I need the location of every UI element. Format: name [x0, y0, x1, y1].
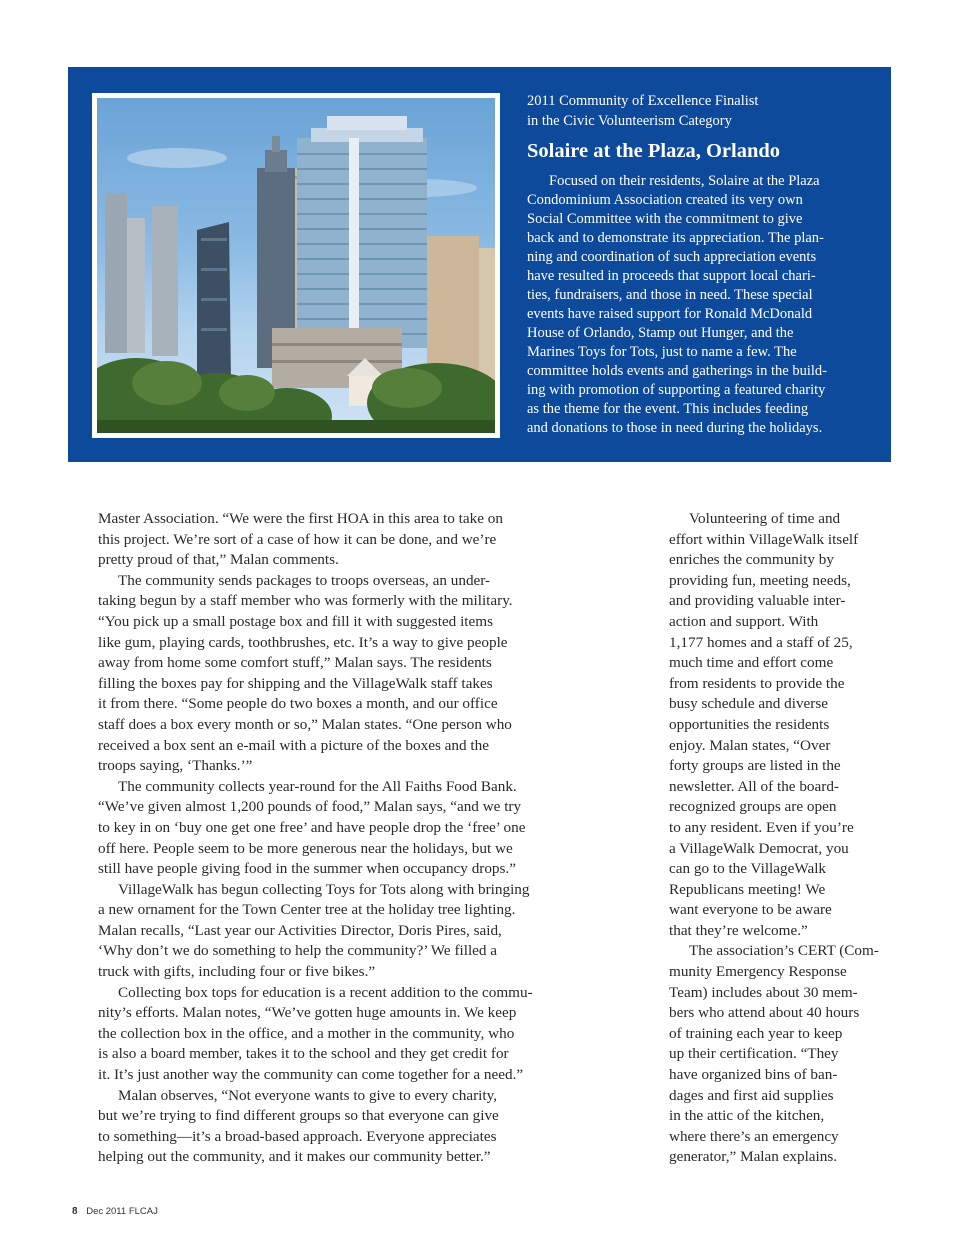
feature-title: Solaire at the Plaza, Orlando: [527, 140, 781, 162]
text-line: truck with gifts, including four or five bikes.”: [98, 963, 376, 981]
kicker-line: in the Civic Volunteerism Category: [527, 113, 732, 129]
photo-frame: [92, 93, 500, 438]
text-line: like gum, playing cards, toothbrushes, etc. It’s a way to give people: [98, 633, 508, 651]
text-line: events have raised support for Ronald McDonald: [527, 306, 813, 322]
text-line: The association’s CERT (Com-: [689, 942, 879, 960]
text-line: nity’s efforts. Malan notes, “We’ve gotten huge amounts in. We keep: [98, 1004, 517, 1022]
text-line: still have people giving food in the summer when occupancy drops.”: [98, 860, 516, 878]
issue-date: Dec 2011: [86, 1206, 127, 1217]
text-line: have organized bins of ban-: [669, 1066, 838, 1084]
text-line: it from there. “Some people do two boxes a month, and our office: [98, 695, 498, 713]
text-line: forty groups are listed in the: [669, 757, 841, 775]
text-line: ‘Why don’t we do something to help the community?’ We filled a: [98, 942, 498, 960]
text-line: committee holds events and gatherings in the build-: [527, 363, 828, 379]
text-line: The community collects year-round for the All Faiths Food Bank.: [118, 777, 517, 795]
text-line: Team) includes about 30 mem-: [669, 983, 858, 1001]
text-line: effort within VillageWalk itself: [669, 530, 859, 548]
text-line: Marines Toys for Tots, just to name a few. The: [527, 344, 797, 360]
text-line: opportunities the residents: [669, 715, 830, 733]
page-number: 8: [72, 1206, 78, 1217]
kicker-line: 2011 Community of Excellence Finalist: [527, 93, 759, 109]
text-line: a new ornament for the Town Center tree at the holiday tree lighting.: [98, 901, 516, 919]
text-line: much time and effort come: [669, 654, 834, 672]
text-line: away from home some comfort stuff,” Malan says. The residents: [98, 654, 492, 672]
text-line: off here. People seem to be more generous near the holidays, but we: [98, 839, 513, 857]
feature-box: [68, 67, 891, 462]
text-line: recognized groups are open: [669, 798, 837, 816]
text-line: from residents to provide the: [669, 674, 845, 692]
text-line: Social Committee with the commitment to give: [527, 211, 803, 227]
text-line: bers who attend about 40 hours: [669, 1004, 860, 1022]
text-line: can go to the VillageWalk: [669, 860, 827, 878]
text-line: “We’ve given almost 1,200 pounds of food,” Malan says, “and we try: [98, 798, 522, 816]
text-line: this project. We’re sort of a case of how it can be done, and we’re: [98, 530, 497, 548]
text-line: have resulted in proceeds that support local chari-: [527, 268, 816, 284]
text-line: taking begun by a staff member who was formerly with the military.: [98, 592, 513, 610]
text-line: the collection box in the office, and a mother in the community, who: [98, 1024, 515, 1042]
publication-name: FLCAJ: [128, 1206, 158, 1217]
text-line: dages and first aid supplies: [669, 1086, 834, 1104]
city-skyline-photo: [97, 98, 495, 433]
text-line: Volunteering of time and: [689, 510, 841, 527]
text-line: enjoy. Malan states, “Over: [669, 736, 831, 754]
text-line: to something—it’s a broad-based approach. Everyone appreciates: [98, 1127, 497, 1145]
text-line: and providing valuable inter-: [669, 592, 846, 610]
text-line: newsletter. All of the board-: [669, 777, 839, 795]
text-line: troops saying, ‘Thanks.’”: [98, 757, 253, 775]
text-line: want everyone to be aware: [669, 901, 832, 919]
text-line: pretty proud of that,” Malan comments.: [98, 551, 339, 569]
text-line: it. It’s just another way the community can come together for a need.”: [98, 1066, 524, 1084]
text-line: up their certification. “They: [669, 1045, 839, 1063]
text-line: in the attic of the kitchen,: [669, 1107, 825, 1125]
text-line: Malan observes, “Not everyone wants to give to every charity,: [118, 1086, 497, 1104]
text-line: Republicans meeting! We: [669, 880, 826, 898]
text-line: is also a board member, takes it to the school and they get credit for: [98, 1045, 509, 1063]
text-line: House of Orlando, Stamp out Hunger, and the: [527, 325, 794, 341]
text-line: busy schedule and diverse: [669, 695, 829, 713]
text-line: generator,” Malan explains.: [669, 1148, 838, 1166]
text-line: “You pick up a small postage box and fill it with suggested items: [98, 612, 493, 630]
text-line: ning and coordination of such appreciation events: [527, 249, 817, 265]
page-footer: [72, 1206, 158, 1217]
text-line: but we’re trying to find different groups so that everyone can give: [98, 1107, 499, 1125]
text-line: and donations to those in need during the holidays.: [527, 420, 823, 436]
text-line: VillageWalk has begun collecting Toys for Tots along with bringing: [118, 880, 530, 898]
feature-text: [527, 91, 873, 438]
text-line: to any resident. Even if you’re: [669, 818, 854, 836]
text-line: of training each year to keep: [669, 1024, 843, 1042]
text-line: Collecting box tops for education is a recent addition to the commu-: [118, 983, 533, 1001]
text-line: as the theme for the event. This includes feeding: [527, 401, 809, 417]
skyline-illustration: [97, 98, 495, 433]
text-line: Malan recalls, “Last year our Activities Director, Doris Pires, said,: [98, 921, 502, 939]
text-line: that they’re welcome.”: [669, 921, 808, 939]
text-line: Focused on their residents, Solaire at the Plaza: [549, 173, 820, 189]
text-line: munity Emergency Response: [669, 963, 847, 981]
text-line: 1,177 homes and a staff of 25,: [669, 633, 853, 651]
text-line: Master Association. “We were the first HOA in this area to take on: [98, 510, 503, 527]
text-line: a VillageWalk Democrat, you: [669, 839, 849, 857]
text-line: providing fun, meeting needs,: [669, 571, 851, 589]
feature-kicker: [527, 91, 873, 131]
text-line: ties, fundraisers, and those in need. These special: [527, 287, 813, 303]
text-line: where there’s an emergency: [669, 1127, 839, 1145]
text-line: back and to demonstrate its appreciation. The plan-: [527, 230, 824, 246]
text-line: ing with promotion of supporting a featured charity: [527, 382, 826, 398]
text-line: to key in on ‘buy one get one free’ and have people drop the ‘free’ one: [98, 818, 526, 836]
text-line: Condominium Association created its very own: [527, 192, 803, 208]
text-line: received a box sent an e-mail with a picture of the boxes and the: [98, 736, 489, 754]
article-side-column: [669, 509, 893, 1168]
text-line: action and support. With: [669, 612, 819, 630]
feature-body: [527, 172, 873, 438]
article-main-column: [98, 509, 604, 1168]
text-line: The community sends packages to troops overseas, an under-: [118, 571, 491, 589]
text-line: helping out the community, and it makes our community better.”: [98, 1148, 491, 1166]
text-line: filling the boxes pay for shipping and the VillageWalk staff takes: [98, 674, 493, 692]
text-line: staff does a box every month or so,” Malan states. “One person who: [98, 715, 512, 733]
text-line: enriches the community by: [669, 551, 834, 569]
